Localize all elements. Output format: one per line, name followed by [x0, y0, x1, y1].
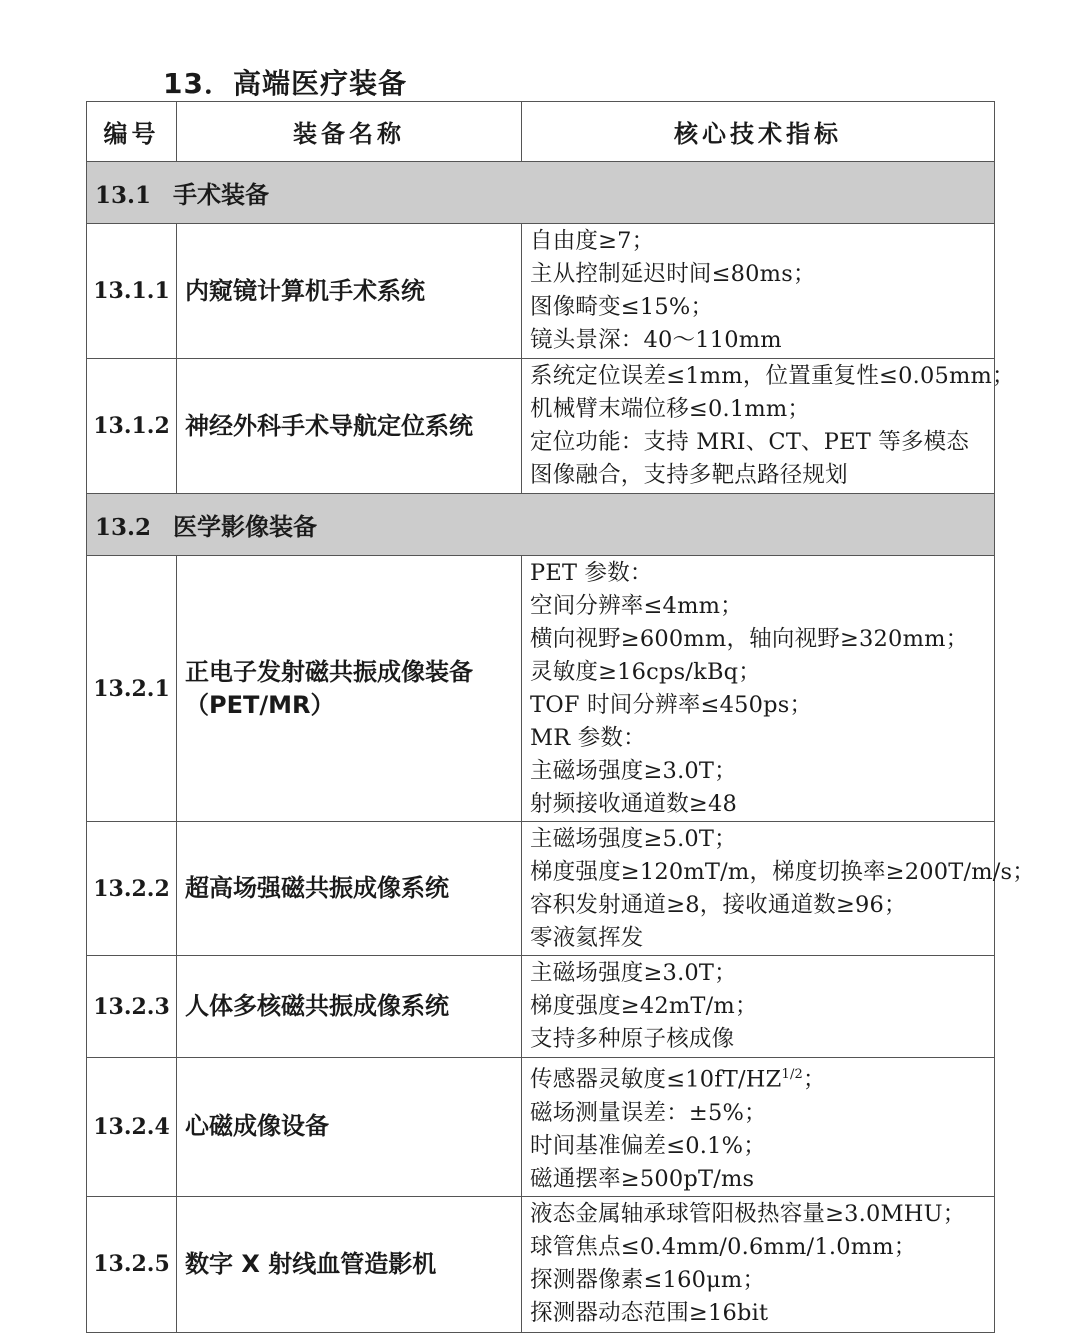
document-heading: 13．高端医疗装备	[163, 67, 407, 100]
spec-line: 零液氦挥发	[530, 924, 644, 951]
table-row	[87, 956, 995, 1058]
item-specs	[522, 822, 1036, 956]
item-name-line: 内窥镜计算机手术系统	[185, 276, 425, 305]
item-name-line: 超高场强磁共振成像系统	[185, 874, 449, 902]
section-number: 13.1	[95, 182, 152, 209]
spec-line-text: 传感器灵敏度≤10fT/HZ	[530, 1066, 782, 1093]
item-name-line: 心磁成像设备	[185, 1112, 329, 1141]
item-name	[177, 224, 522, 359]
section-cell	[87, 162, 995, 224]
header-specs: 核心技术指标	[522, 102, 995, 162]
item-name	[177, 1058, 522, 1197]
spec-line: 球管焦点≤0.4mm/0.6mm/1.0mm；	[530, 1234, 917, 1260]
item-specs	[522, 359, 1015, 494]
item-name	[177, 556, 522, 822]
item-name	[177, 1196, 522, 1332]
item-number: 13.1.1	[87, 224, 177, 359]
spec-superscript: 1/2	[781, 1067, 803, 1082]
spec-line: MR 参数：	[530, 724, 646, 751]
item-number: 13.2.5	[87, 1196, 177, 1332]
spec-line: 主磁场强度≥3.0T；	[530, 757, 737, 784]
section-row	[87, 162, 995, 224]
item-number: 13.2.2	[87, 822, 177, 956]
spec-line: 探测器像素≤160μm；	[530, 1267, 766, 1293]
table-row	[87, 1058, 995, 1197]
item-number: 13.2.3	[87, 956, 177, 1058]
spec-line: 梯度强度≥120mT/m，梯度切换率≥200T/m/s；	[530, 858, 1036, 885]
item-name	[177, 822, 522, 956]
spec-line: 梯度强度≥42mT/m；	[530, 993, 758, 1019]
spec-line: PET 参数：	[530, 559, 653, 586]
table-header-row	[87, 102, 995, 162]
spec-line: 定位功能：支持 MRI、CT、PET 等多模态	[530, 429, 970, 455]
item-name-line: 正电子发射磁共振成像装备	[185, 657, 473, 686]
item-specs	[522, 1196, 995, 1332]
spec-line: 图像融合，支持多靶点路径规划	[530, 462, 848, 488]
item-name-line: 人体多核磁共振成像系统	[185, 992, 449, 1020]
item-name-line: （PET/MR）	[185, 690, 335, 719]
item-number: 13.1.2	[87, 359, 177, 494]
spec-line: TOF 时间分辨率≤450ps；	[530, 691, 813, 718]
item-specs	[522, 556, 995, 822]
section-title: 医学影像装备	[173, 513, 318, 541]
spec-line: 灵敏度≥16cps/kBq；	[530, 658, 761, 685]
section-title: 手术装备	[173, 181, 270, 209]
item-specs	[522, 956, 995, 1058]
spec-line: 主从控制延迟时间≤80ms；	[530, 261, 816, 287]
item-name	[177, 956, 522, 1058]
table-row	[87, 822, 995, 956]
spec-line: 系统定位误差≤1mm，位置重复性≤0.05mm；	[530, 363, 1015, 389]
section-cell	[87, 494, 995, 556]
spec-line	[530, 1058, 990, 1097]
spec-line: 图像畸变≤15%；	[530, 294, 714, 320]
spec-line: 支持多种原子核成像	[530, 1026, 735, 1052]
spec-line: 主磁场强度≥3.0T；	[530, 960, 737, 986]
table-row	[87, 359, 995, 494]
table-row	[87, 224, 995, 359]
header-name: 装备名称	[177, 102, 522, 162]
spec-line: 镜头景深：40～110mm	[530, 327, 782, 353]
spec-line: 机械臂末端位移≤0.1mm；	[530, 396, 811, 422]
spec-line: 主磁场强度≥5.0T；	[530, 825, 737, 852]
spec-line: 空间分辨率≤4mm；	[530, 592, 743, 619]
item-specs	[522, 224, 995, 359]
spec-line: 磁场测量误差：±5%；	[530, 1099, 767, 1126]
spec-line: 容积发射通道≥8，接收通道数≥96；	[530, 891, 907, 918]
spec-line: 自由度≥7；	[530, 228, 655, 254]
header-number: 编号	[87, 102, 177, 162]
spec-line: 横向视野≥600mm，轴向视野≥320mm；	[530, 625, 969, 652]
equipment-spec-table	[86, 101, 1036, 1333]
item-name-line: 数字 X 射线血管造影机	[185, 1249, 437, 1278]
table-row	[87, 1196, 995, 1332]
item-name-line: 神经外科手术导航定位系统	[185, 411, 473, 440]
spec-line: 磁通摆率≥500pT/ms	[530, 1165, 755, 1192]
item-number: 13.2.4	[87, 1058, 177, 1197]
section-row	[87, 494, 995, 556]
item-number: 13.2.1	[87, 556, 177, 822]
spec-line: 射频接收通道数≥48	[530, 790, 737, 817]
spec-line: 时间基准偏差≤0.1%；	[530, 1132, 766, 1159]
spec-line: 探测器动态范围≥16bit	[530, 1300, 769, 1326]
spec-line-suffix: ；	[803, 1066, 826, 1093]
item-specs	[522, 1058, 995, 1197]
item-name	[177, 359, 522, 494]
section-number: 13.2	[95, 514, 152, 541]
table-row	[87, 556, 995, 822]
spec-line: 液态金属轴承球管阳极热容量≥3.0MHU；	[530, 1201, 966, 1227]
